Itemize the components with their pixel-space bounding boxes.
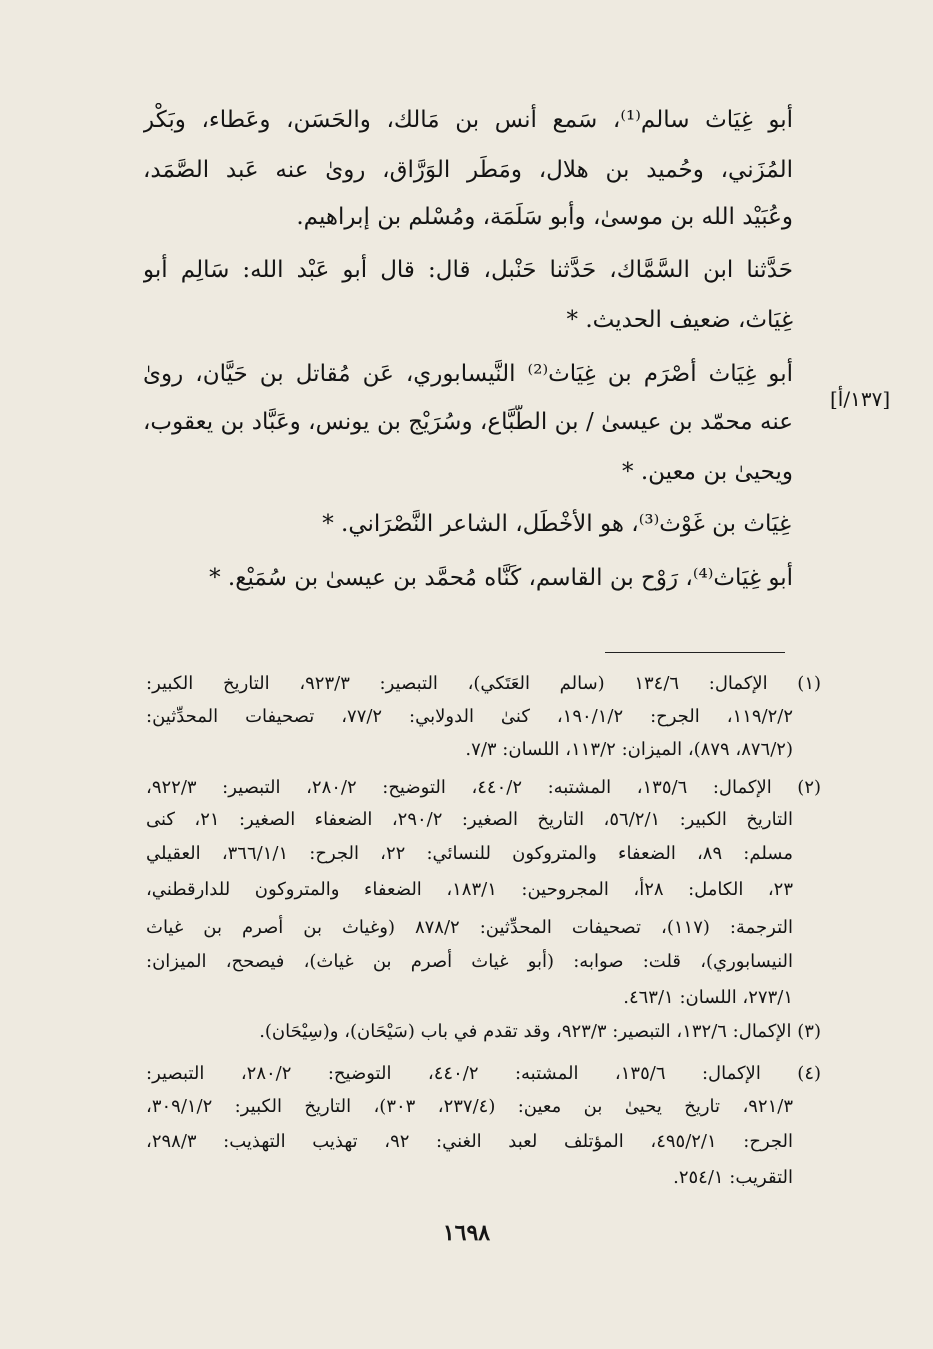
- footnote-line: (٢) الإكمال: ١٣٥/٦، المشتبه: ٤٤٠/٢، التوضيح: ٢٨٠/٢، التبصير: ٩٢٢/٣،: [146, 777, 821, 798]
- main-text-line: وعُبَيْد الله بن موسىٰ، وأبو سَلَمَة، ومُسْلم بن إبراهيم.: [296, 204, 793, 230]
- footnote-line: (٨٧٦/٢، ٨٧٩)، الميزان: ١١٣/٢، اللسان: ٧/٣.: [465, 739, 793, 760]
- footnote-line: النيسابوري)، قلت: صوابه: (أبو غياث أصرم بن غياث)، فيصحح، الميزان:: [146, 951, 793, 972]
- footnote-line: ١١٩/٢/٢، الجرح: ١٩٠/١/٢، كنىٰ الدولابي: ٧٧/٢، تصحيفات المحدِّثين:: [146, 706, 793, 727]
- footnote-line: (٣) الإكمال: ١٣٢/٦، التبصير: ٩٢٣/٣، وقد تقدم في باب (سَيْحَان)، و(سِيْحَان).: [259, 1021, 821, 1042]
- main-text-line: عنه محمّد بن عيسىٰ / بن الطَّبَّاع، وسُرَيْج بن يونس، وعَبَّاد بن يعقوب،: [143, 409, 793, 435]
- main-text-line: المُزَني، وحُميد بن هلال، ومَطَر الوَرَّاق، روىٰ عنه عَبد الصَّمَد،: [143, 157, 793, 183]
- footnote-line: ٩٢١/٣، تاريخ يحيىٰ بن معين: (٢٣٧/٤، ٣٠٣)، التاريخ الكبير: ٣٠٩/١/٢،: [146, 1096, 793, 1117]
- manuscript-folio-reference: [١٣٧/أ]: [830, 387, 891, 411]
- main-text-line: أبو غِيَاث أصْرَم بن غِيَاث⁽²⁾ النَّيسابوري، عَن مُقاتل بن حَيَّان، روىٰ: [143, 361, 793, 387]
- main-text-line: غِيَاث، ضعيف الحديث. *: [566, 307, 793, 333]
- main-text-line: حَدَّثنا ابن السَّمَّاك، حَدَّثنا حَنْبل، قال: قال أبو عَبْد الله: سَالِم أبو: [143, 257, 793, 283]
- footnote-separator: [605, 652, 785, 653]
- footnote-line: الترجمة: (١١٧)، تصحيفات المحدِّثين: ٨٧٨/٢ (وغياث بن أصرم بن غياث: [146, 917, 793, 938]
- footnote-line: (١) الإكمال: ١٣٤/٦ (سالم العَتَكي)، التبصير: ٩٢٣/٣، التاريخ الكبير:: [146, 673, 821, 694]
- main-text-line: غِيَاث بن غَوْث⁽³⁾، هو الأخْطَل، الشاعر النَّصْرَاني. *: [322, 511, 791, 537]
- footnote-line: الجرح: ٤٩٥/٢/١، المؤتلف لعبد الغني: ٩٢، تهذيب التهذيب: ٢٩٨/٣،: [146, 1131, 793, 1152]
- footnote-line: مسلم: ٨٩، الضعفاء والمتروكون للنسائي: ٢٢، الجرح: ٣٦٦/١/١، العقيلي: [146, 843, 793, 864]
- page-number: ١٦٩٨: [442, 1220, 491, 1246]
- main-text-line: ويحيىٰ بن معين. *: [622, 459, 793, 485]
- footnote-line: ٢٧٣/١، اللسان: ٤٦٣/١.: [623, 987, 793, 1008]
- main-text-line: أبو غِيَاث⁽⁴⁾، رَوْح بن القاسم، كَنَّاه مُحمَّد بن عيسىٰ بن سُمَيْع. *: [209, 565, 793, 591]
- main-text-line: أبو غِيَاث سالم⁽¹⁾، سَمع أنس بن مَالك، والحَسَن، وعَطاء، وبَكْر: [143, 107, 793, 133]
- footnote-line: التاريخ الكبير: ٥٦/٢/١، التاريخ الصغير: ٢٩٠/٢، الضعفاء الصغير: ٢١، كنى: [146, 809, 793, 830]
- footnote-line: ٢٣، الكامل: ٢٨أ، المجروحين: ١٨٣/١، الضعفاء والمتروكون للدارقطني،: [146, 879, 793, 900]
- footnote-line: (٤) الإكمال: ١٣٥/٦، المشتبه: ٤٤٠/٢، التوضيح: ٢٨٠/٢، التبصير:: [146, 1063, 821, 1084]
- footnote-line: التقريب: ٢٥٤/١.: [673, 1167, 793, 1188]
